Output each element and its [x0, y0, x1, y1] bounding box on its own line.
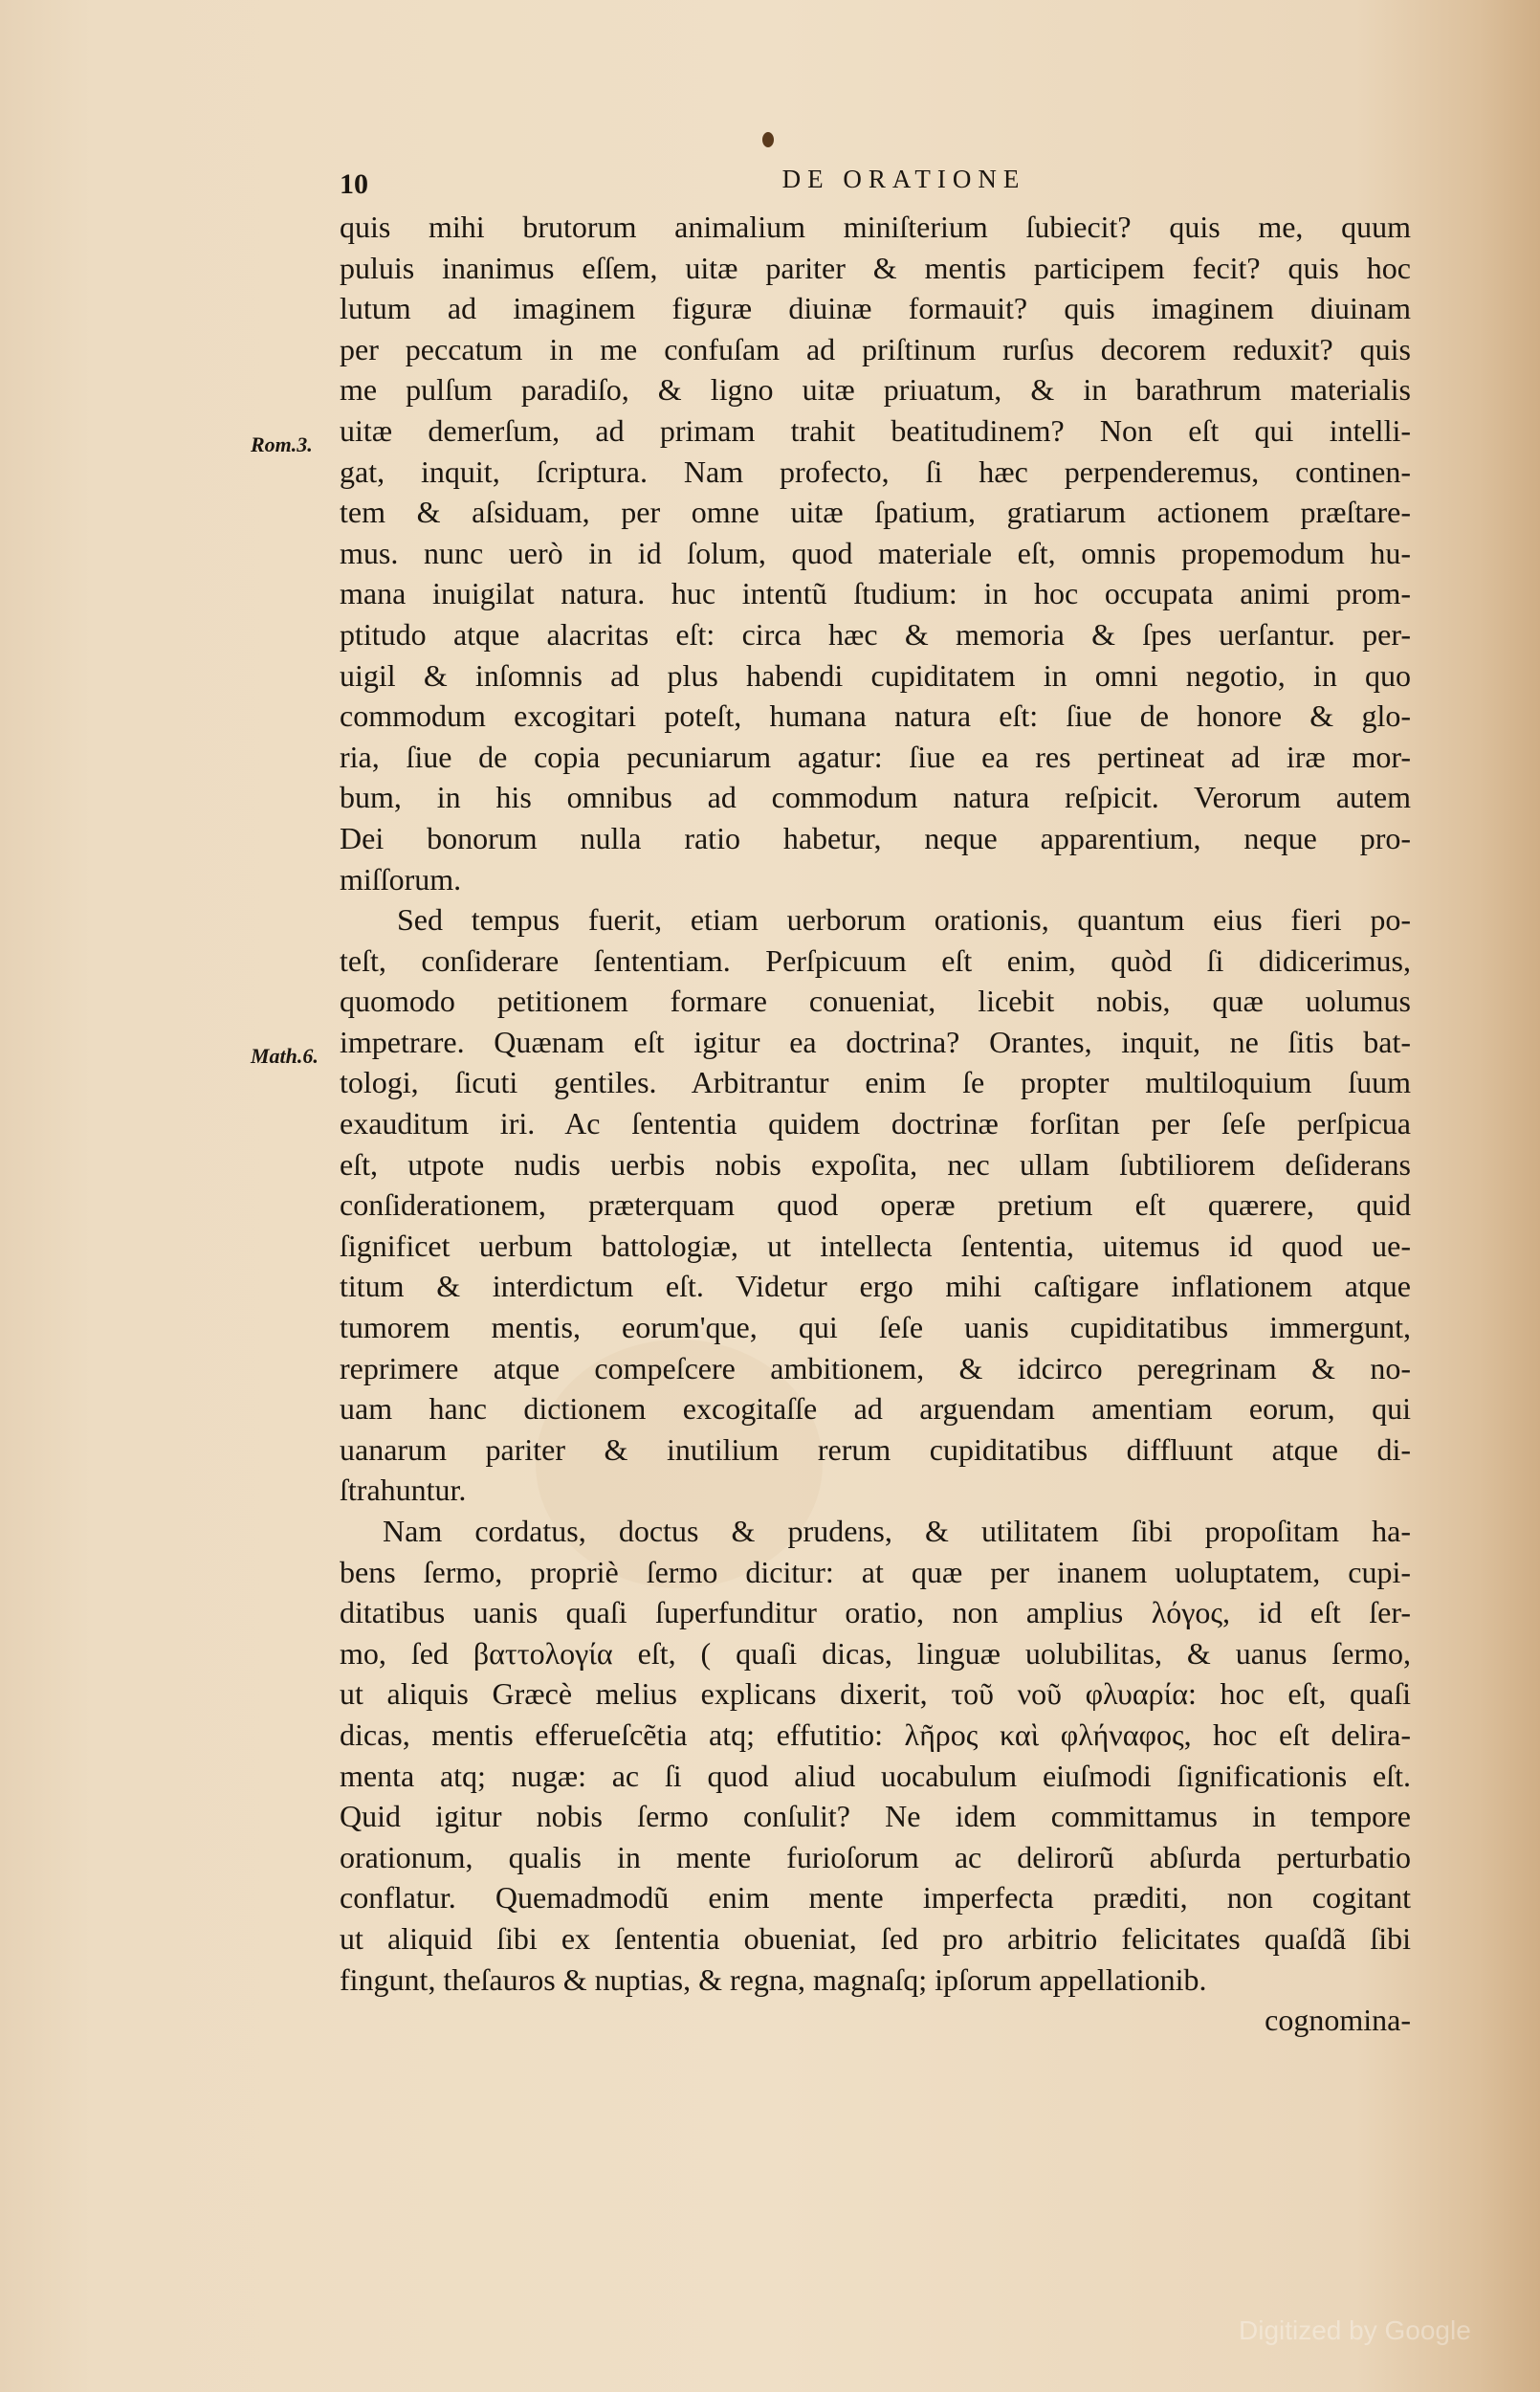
text-line: miſſorum.: [340, 861, 462, 897]
running-title: DE ORATIONE: [781, 165, 1026, 193]
text-line: tem & aſsiduam, per omne uitæ ſpatium, gratiarum actionem præſtare-: [340, 495, 1411, 530]
text-line: gat, inquit, ſcriptura. Nam profecto, ſi hæc perpenderemus, continen-: [340, 454, 1411, 489]
marginal-note: Rom.3.: [251, 432, 313, 456]
catchword: cognomina-: [1265, 2003, 1411, 2038]
text-line: ſtrahuntur.: [340, 1473, 467, 1508]
text-line: menta atq; nugæ: ac ſi quod aliud uocabulum eiuſmodi ſignificationis eſt.: [340, 1758, 1411, 1793]
text-line: mana inuigilat natura. huc intentũ ſtudium: in hoc occupata animi prom-: [340, 576, 1411, 611]
text-line: dicas, mentis efferueſcẽtia atq; effutitio: λῆρος καὶ φλήναφος, hoc eſt delira-: [340, 1716, 1411, 1752]
text-line: eſt, utpote nudis uerbis nobis expoſita, nec ullam ſubtiliorem deſiderans: [340, 1146, 1411, 1182]
text-line: ut aliquid ſibi ex ſententia obueniat, ſed pro arbitrio felicitates quaſdã ſibi: [340, 1920, 1411, 1956]
text-line: conflatur. Quemadmodũ enim mente imperfecta præditi, non cogitant: [340, 1880, 1411, 1916]
text-line: uitæ demerſum, ad primam trahit beatitudinem? Non eſt qui intelli-: [340, 412, 1411, 448]
text-line: Dei bonorum nulla ratio habetur, neque apparentium, neque pro-: [340, 820, 1411, 855]
text-line: Nam cordatus, doctus & prudens, & utilitatem ſibi propoſitam ha-: [383, 1514, 1411, 1548]
text-line: conſiderationem, præterquam quod operæ pretium eſt quærere, quid: [340, 1187, 1411, 1223]
text-line: tologi, ſicuti gentiles. Arbitrantur enim ſe propter multiloquium ſuum: [340, 1065, 1411, 1100]
ink-blot: [762, 132, 774, 147]
text-line: tumorem mentis, eorum'que, qui ſeſe uanis cupiditatibus immergunt,: [340, 1310, 1411, 1345]
body-text: [340, 207, 1411, 2041]
text-line: ptitudo atque alacritas eſt: circa hæc & memoria & ſpes uerſantur. per-: [340, 616, 1411, 652]
marginal-note: Math.6.: [251, 1044, 319, 1068]
text-line: bens ſermo, propriè ſermo dicitur: at quæ per inanem uoluptatem, cupi-: [340, 1554, 1411, 1589]
text-line: teſt, conſiderare ſententiam. Perſpicuum eſt enim, quòd ſi didicerimus,: [340, 942, 1411, 978]
text-line: orationum, qualis in mente furioſorum ac delirorũ abſurda perturbatio: [340, 1839, 1411, 1874]
text-line: mo, ſed βαττολογία eſt, ( quaſi dicas, linguæ uolubilitas, & uanus ſermo,: [340, 1635, 1411, 1671]
text-line: Quid igitur nobis ſermo conſulit? Ne idem committamus in tempore: [340, 1799, 1411, 1834]
text-line: ria, ſiue de copia pecuniarum agatur: ſiue ea res pertineat ad iræ mor-: [340, 739, 1411, 774]
text-line: reprimere atque compeſcere ambitionem, & idcirco peregrinam & no-: [340, 1350, 1411, 1385]
text-line: Sed tempus fuerit, etiam uerborum orationis, quantum eius fieri po-: [397, 902, 1411, 938]
text-line: mus. nunc uerò in id ſolum, quod materiale eſt, omnis propemodum hu-: [340, 535, 1411, 570]
paragraph: [340, 1511, 1411, 2000]
watermark: Digitized by Google: [1239, 2315, 1471, 2345]
text-line: lutum ad imaginem figuræ diuinæ formauit? quis imaginem diuinam: [340, 291, 1411, 326]
text-line: ditatibus uanis quaſi ſuperfunditur oratio, non amplius λόγος, id eſt ſer-: [340, 1595, 1411, 1630]
text-line: titum & interdictum eſt. Videtur ergo mihi caſtigare inflationem atque: [340, 1269, 1411, 1304]
text-line: bum, in his omnibus ad commodum natura reſpicit. Verorum autem: [340, 780, 1411, 815]
page-header: [340, 165, 1411, 203]
text-line: ut aliquis Græcè melius explicans dixerit, τοῦ νοῦ φλυαρία: hoc eſt, quaſi: [340, 1676, 1411, 1712]
text-line: me pulſum paradiſo, & ligno uitæ priuatum, & in barathrum materialis: [340, 372, 1411, 408]
text-line: uigil & inſomnis ad plus habendi cupiditatem in omni negotio, in quo: [340, 657, 1411, 693]
paragraph: [340, 899, 1411, 1511]
text-line: uam hanc dictionem excogitaſſe ad arguendam amentiam eorum, qui: [340, 1391, 1411, 1427]
text-line: commodum excogitari poteſt, humana natura eſt: ſiue de honore & glo-: [340, 698, 1411, 734]
text-line: ſignificet uerbum battologiæ, ut intellecta ſententia, uitemus id quod ue-: [340, 1228, 1411, 1263]
text-line: fingunt, theſauros & nuptias, & regna, magnaſq; ipſorum appellationib.: [340, 1961, 1207, 1997]
text-line: exauditum iri. Ac ſententia quidem doctrinæ forſitan per ſeſe perſpicua: [340, 1106, 1411, 1141]
text-line: quis mihi brutorum animalium miniſterium ſubiecit? quis me, quum: [340, 210, 1411, 244]
page-number: 10: [340, 168, 368, 200]
text-line: quomodo petitionem formare conueniat, licebit nobis, quæ uolumus: [340, 984, 1411, 1019]
text-line: uanarum pariter & inutilium rerum cupiditatibus diffluunt atque di-: [340, 1431, 1411, 1467]
paragraph: [340, 207, 1411, 899]
text-line: impetrare. Quænam eſt igitur ea doctrina? Orantes, inquit, ne ſitis bat-: [340, 1024, 1411, 1059]
text-line: per peccatum in me confuſam ad priſtinum rurſus decorem reduxit? quis: [340, 331, 1411, 366]
text-line: puluis inanimus eſſem, uitæ pariter & mentis participem fecit? quis hoc: [340, 250, 1411, 285]
